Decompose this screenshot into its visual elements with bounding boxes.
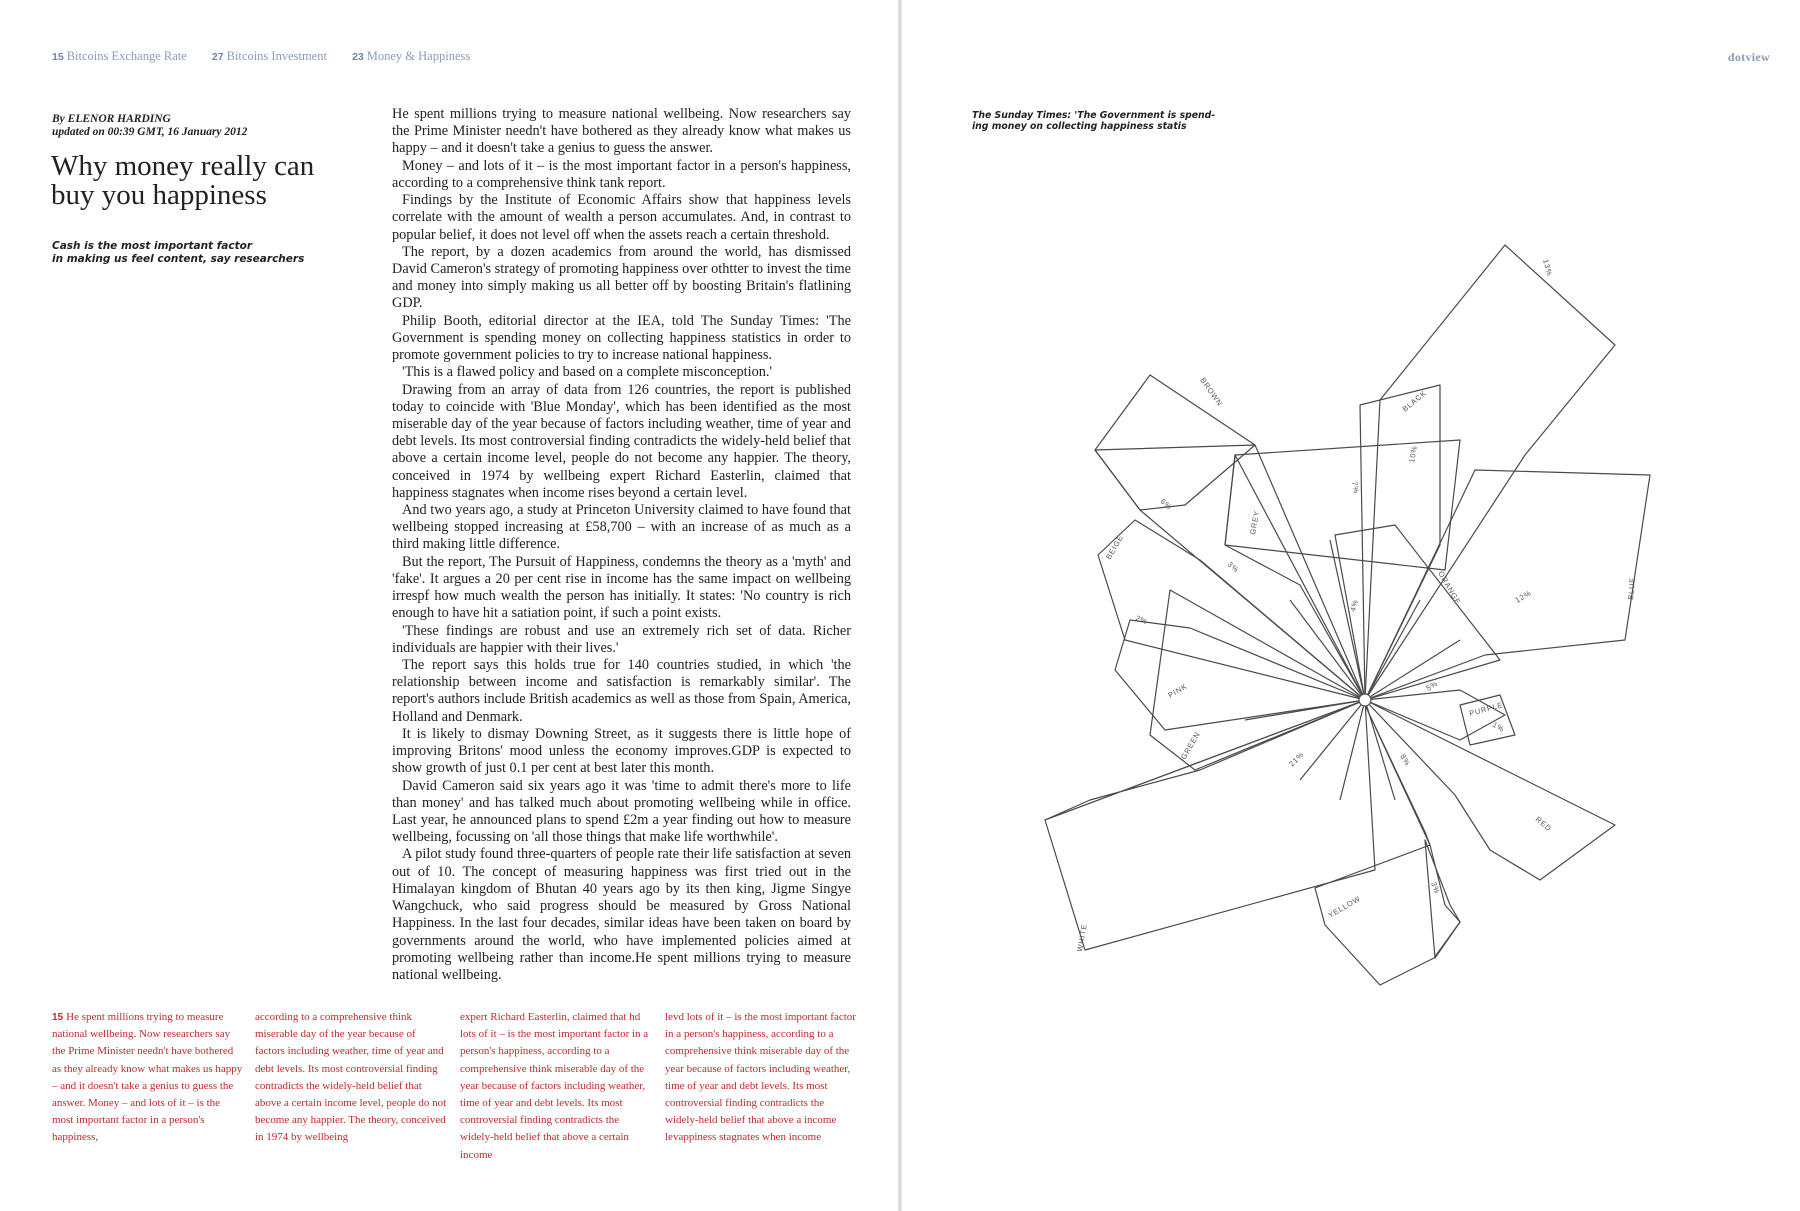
author: By ELENOR HARDING — [52, 113, 171, 125]
body-paragraph: The report says this holds true for 140 countries studied, in which 'the relationship between income and satisfaction is remarkably similar'. The report's authors include British academics as well as those from Spain, America, Holland and Denmark. — [392, 657, 851, 725]
segment-purple-shape — [1365, 690, 1505, 740]
nav-page-number: 27 — [211, 51, 224, 63]
footer-column — [52, 1009, 244, 1149]
segment-label: ORANGE — [1436, 569, 1463, 607]
footer-column — [255, 1009, 447, 1149]
pull-quote — [972, 110, 1232, 132]
segment-label: BROWN — [1198, 375, 1225, 408]
body-paragraph: It is likely to dismay Downing Street, as it suggests there is little hope of improving Britons' mood unless the economy improves.GDP is expected to show growth of just 0.1 per cent at best later this month. — [392, 725, 851, 777]
footer-text-content: He spent millions trying to measure national wellbeing. Now researchers say the Prime Minister needn't have bothered as they already know what makes us happy – and it doesn't take a genius to guess the answer. Money – and lots of it – is the most important factor in a person's happiness, — [52, 1011, 243, 1144]
segment-label: RED — [1533, 814, 1554, 834]
article-subhead — [52, 240, 304, 266]
segment-grey-box — [1225, 440, 1460, 570]
nav-link-label: Money & Happiness — [366, 49, 471, 63]
segment-red-shape — [1365, 700, 1615, 880]
nav-page-number: 23 — [352, 51, 364, 63]
footer-text: according to a comprehensive think miserable day of the year because of factors including weather, time of year and debt levels. Its most controversial finding contradicts the widely-held belief that above a certain income level, people do not become any happier. The theory, conceived in 1974 by wellbeing — [255, 1011, 447, 1144]
segment-beige-shape — [1098, 520, 1365, 700]
segment-yellow-shape — [1315, 705, 1460, 985]
segment-brown-shape — [1095, 375, 1365, 700]
segment-pct: 10% — [1407, 444, 1419, 464]
nav-link-money-happiness[interactable] — [352, 49, 470, 63]
segment-pct: 8% — [1398, 752, 1413, 768]
body-paragraph: 'These findings are robust and use an extremely rich set of data. Richer individuals are happier with their lives.' — [392, 622, 851, 656]
footer-text — [52, 1009, 244, 1147]
article-headline: Why money really can buy you happiness — [51, 150, 315, 211]
segment-label: BLUE — [1626, 576, 1637, 601]
segment-pct: 4% — [1348, 598, 1361, 613]
pull-quote-line: ing money on collecting happiness statis — [972, 121, 1187, 132]
segment-pct: 5% — [1424, 678, 1440, 693]
happiness-color-infographic — [1040, 235, 1680, 1005]
nav-link-label: Bitcoins Exchange Rate — [66, 49, 187, 63]
segment-pct: 3% — [1225, 559, 1242, 575]
footer-page-number: 15 — [52, 1012, 64, 1023]
segment-label: WHITE — [1075, 923, 1089, 953]
article-body — [392, 106, 851, 983]
segment-pct: 12% — [1513, 588, 1534, 605]
body-paragraph: Money – and lots of it – is the most important factor in a person's happiness, according to a comprehensive think tank report. — [392, 157, 851, 191]
segment-white-shape — [1045, 700, 1375, 953]
segment-pct: 7% — [1350, 480, 1362, 495]
segment-pct: 2% — [1134, 613, 1150, 627]
body-paragraph: David Cameron said six years ago it was 'time to admit there's more to life than money' and has talked much about promoting wellbeing while in office. Last year, he announced plans to spend £2m a year finding out how to measure wellbeing, focussing on 'all those things that make life worthwhile'. — [392, 777, 851, 846]
segment-brown-flap — [1095, 445, 1255, 510]
segment-pct: 1% — [1491, 719, 1507, 734]
segment-pct: 13% — [1541, 258, 1555, 278]
left-page — [0, 0, 898, 1211]
nav-page-number: 15 — [52, 51, 64, 63]
segment-label: YELLOW — [1326, 893, 1363, 920]
segment-label: PINK — [1166, 681, 1189, 700]
segment-yellow-flap — [1425, 840, 1460, 958]
body-paragraph: He spent millions trying to measure national wellbeing. Now researchers say the Prime Minister needn't have bothered as they already know what makes us happy – and it doesn't take a genius to guess the answer. — [392, 106, 851, 157]
segment-label: GREY — [1248, 509, 1262, 536]
top-navigation — [52, 49, 492, 64]
body-paragraph: But the report, The Pursuit of Happiness, condemns the theory as a 'myth' and 'fake'. It argues a 20 per cent rise in income has the same impact on wellbeing irrespf how much wealth the person has initially. It states: 'No country is rich enough to have hit a satiation point, if such a point exists. — [392, 553, 851, 622]
nav-link-bitcoins-investment[interactable] — [212, 49, 327, 63]
body-paragraph: Philip Booth, editorial director at the IEA, told The Sunday Times: 'The Government is spending money on collecting happiness statistics in order to promote government policies to try to increase national happiness. — [392, 312, 851, 364]
segment-label: GREEN — [1178, 729, 1203, 761]
infographic-center — [1359, 694, 1371, 706]
nav-link-bitcoins-exchange-rate[interactable] — [52, 49, 187, 63]
segment-black-shape — [1360, 385, 1440, 700]
byline — [52, 113, 247, 138]
nav-link-label: Bitcoins Investment — [226, 49, 327, 63]
footer-column — [665, 1009, 857, 1149]
footer-text: expert Richard Easterlin, claimed that hd lots of it – is the most important factor in a person's happiness, according to a comprehensive think miserable day of the year because of factors including weather, time of year and debt levels. Its most controversial finding contradicts the widely-held belief that above a certain income — [460, 1011, 649, 1161]
subhead-line: in making us feel content, say researchers — [52, 253, 305, 265]
updated-timestamp: updated on 00:39 GMT, 16 January 2012 — [52, 125, 248, 138]
body-paragraph: 'This is a flawed policy and based on a complete misconception.' — [402, 364, 773, 381]
segment-pct: 21% — [1287, 749, 1306, 769]
body-paragraph: Drawing from an array of data from 126 countries, the report is published today to coincide with 'Blue Monday', which has been identified as the most miserable day of the year because of factors including weather, time of year and debt levels. Its most controversial finding contradicts the widely-held belief that above a certain income level, people do not become any happier. The theory, conceived in 1974 by wellbeing expert Richard Easterlin, claimed that happiness stagnates when income rises beyond a certain level. — [392, 381, 851, 501]
segment-blue-shape — [1365, 470, 1650, 700]
segment-grey-shape — [1225, 455, 1365, 700]
segment-green-shape — [1150, 590, 1365, 770]
segment-label: PURPLE — [1468, 700, 1505, 718]
subhead-line: Cash is the most important factor — [52, 240, 253, 252]
segment-pct: 6% — [1158, 496, 1175, 512]
body-paragraph: A pilot study found three-quarters of people rate their life satisfaction at seven out of 10. The concept of measuring happiness was first tried out in the Himalayan kingdom of Bhutan 40 years ago by its then king, Jigme Singye Wangchuck, who said progress should be measured by Gross National Happiness. In the last four decades, similar ideas have been taken on board by governments around the world, who have implemented policies aimed at promoting wellbeing rather than income.He spent millions trying to measure national wellbeing. — [392, 846, 851, 983]
segment-purple-box — [1460, 695, 1515, 745]
segment-label: BEIGE — [1103, 533, 1126, 561]
pull-quote-line: The Sunday Times: 'The Government is spend- — [972, 110, 1216, 121]
body-paragraph: And two years ago, a study at Princeton University claimed to have found that wellbeing stopped increasing at £58,700 – with an increase of as much as a third making little difference. — [392, 502, 851, 553]
body-paragraph: Findings by the Institute of Economic Affairs show that happiness levels correlate with the amount of wealth a person accumulates. And, in contrast to popular belief, it does not level off when the assets reach a certain threshold. — [392, 192, 851, 243]
segment-label: BLACK — [1400, 388, 1429, 414]
footer-text: levd lots of it – is the most important factor in a person's happiness, according to a comprehensive think miserable day of the year because of factors including weather, time of year and debt levels. Its most controversial finding contradicts the widely-held belief that above a income levappiness stagnates when income — [665, 1011, 856, 1144]
footer-column — [460, 1009, 652, 1161]
body-paragraph: The report, by a dozen academics from around the world, has dismissed David Cameron's strategy of promoting happiness over othtter to invest the time and money into simply making us all better off by boosting Britain's flatlining GDP. — [392, 243, 851, 312]
segment-pct: 3% — [1429, 880, 1442, 896]
brand-logo[interactable]: dotview — [1727, 50, 1770, 64]
